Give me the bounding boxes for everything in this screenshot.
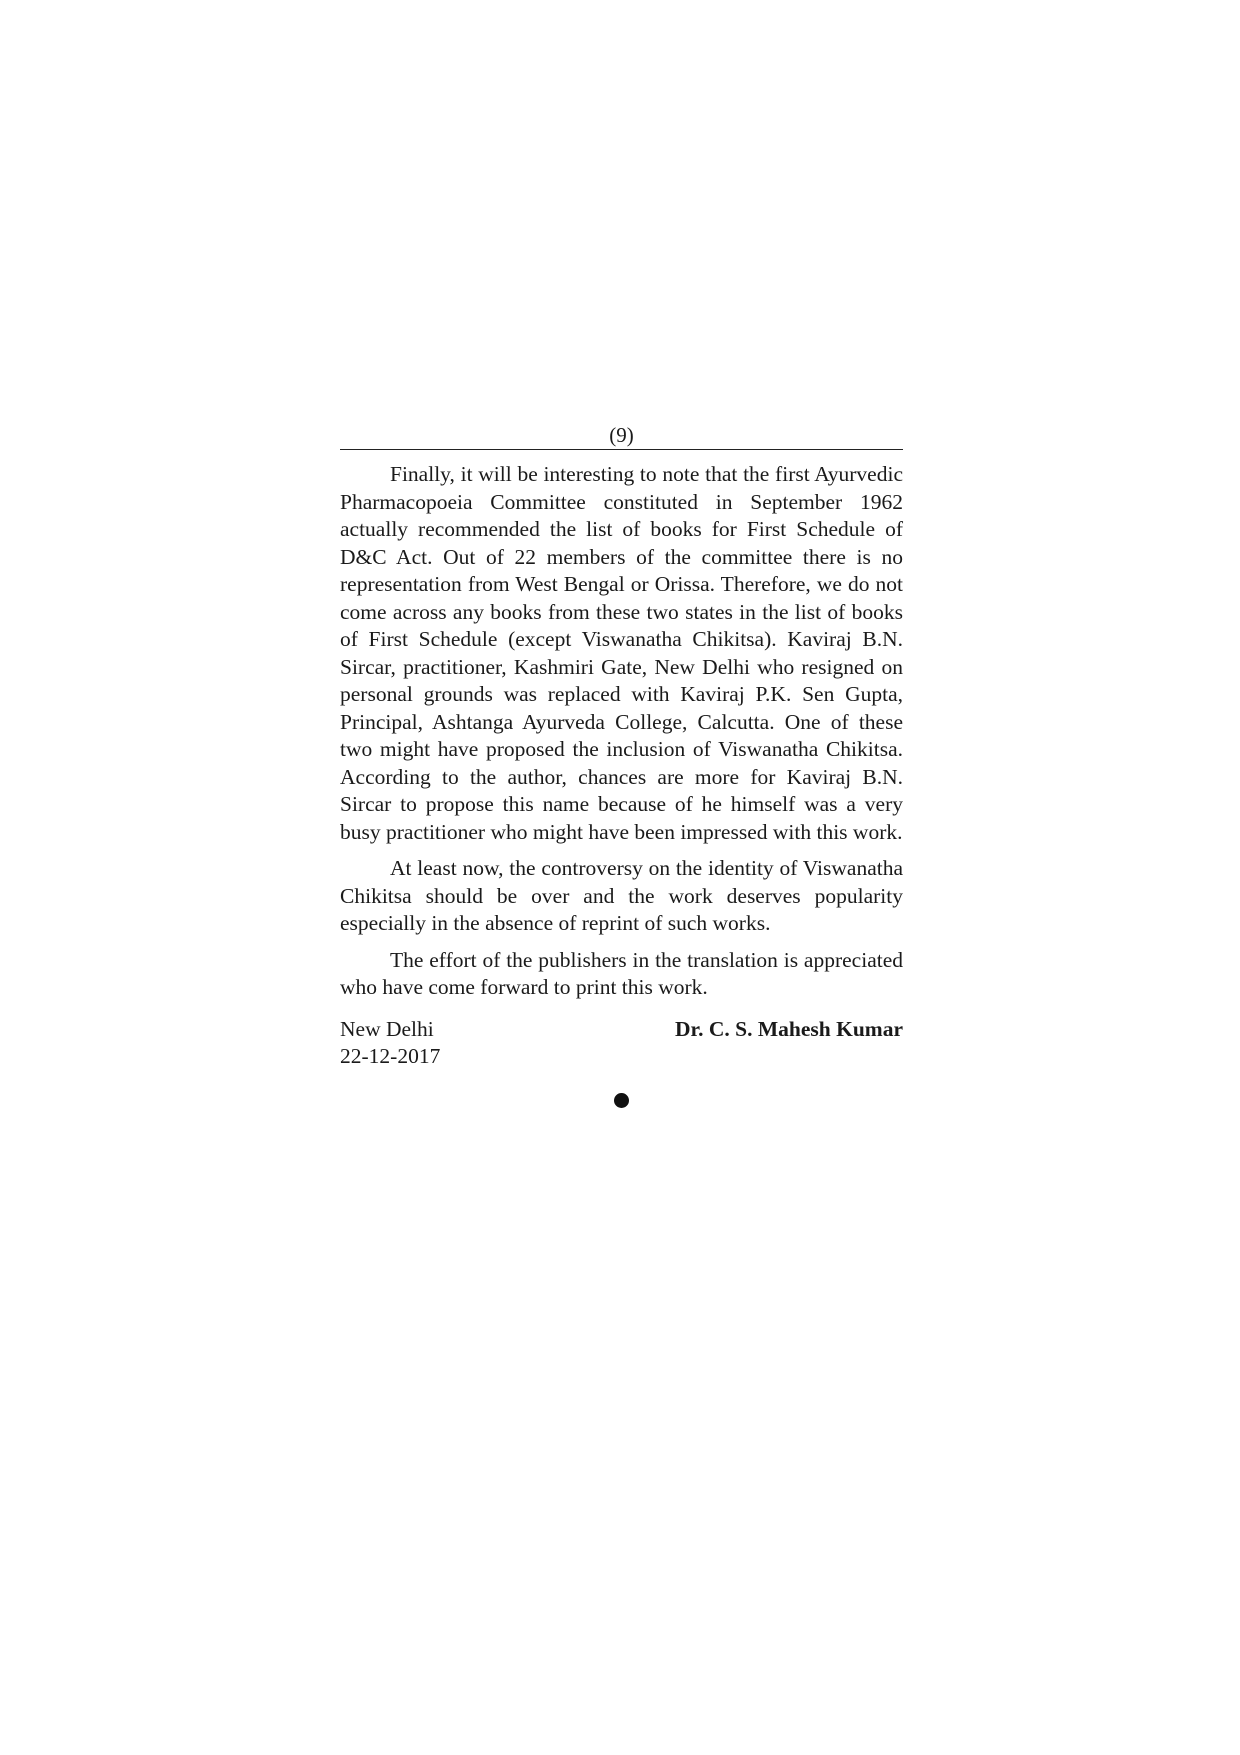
body-paragraph: Finally, it will be interesting to note that the first Ayurvedic Pharmacopoeia Committee constituted in September 1962 actually recommended the list of books for First Schedule of D&C Act. Out of 22 members of the committee there is no representation from West Bengal or Orissa. Therefore, we do not come across any books from these two states in the list of books of First Schedule (except Viswanatha Chikitsa). Kaviraj B.N. Sircar, practitioner, Kashmiri Gate, New Delhi who resigned on personal grounds was replaced with Kaviraj P.K. Sen Gupta, Principal, Ashtanga Ayurveda College, Calcutta. One of these two might have proposed the inclusion of Viswanatha Chikitsa. According to the author, chances are more for Kaviraj B.N. Sircar to propose this name because of he himself was a very busy practitioner who might have been impressed with this work. (340, 462, 903, 844)
page-number: (9) (609, 423, 634, 447)
header-rule (340, 449, 903, 450)
place: New Delhi (340, 1016, 434, 1041)
body-paragraph: The effort of the publishers in the translation is appreciated who have come forward to print this work. (340, 947, 903, 999)
page-content (340, 422, 903, 1108)
author-name: Dr. C. S. Mahesh Kumar (675, 1016, 903, 1041)
place-date (340, 1016, 440, 1071)
end-bullet-icon (614, 1093, 629, 1108)
body-paragraph: At least now, the controversy on the identity of Viswanatha Chikitsa should be over and the work deserves popularity especially in the absence of reprint of such works. (340, 856, 903, 935)
date: 22-12-2017 (340, 1044, 441, 1068)
signature-block (340, 1016, 903, 1071)
